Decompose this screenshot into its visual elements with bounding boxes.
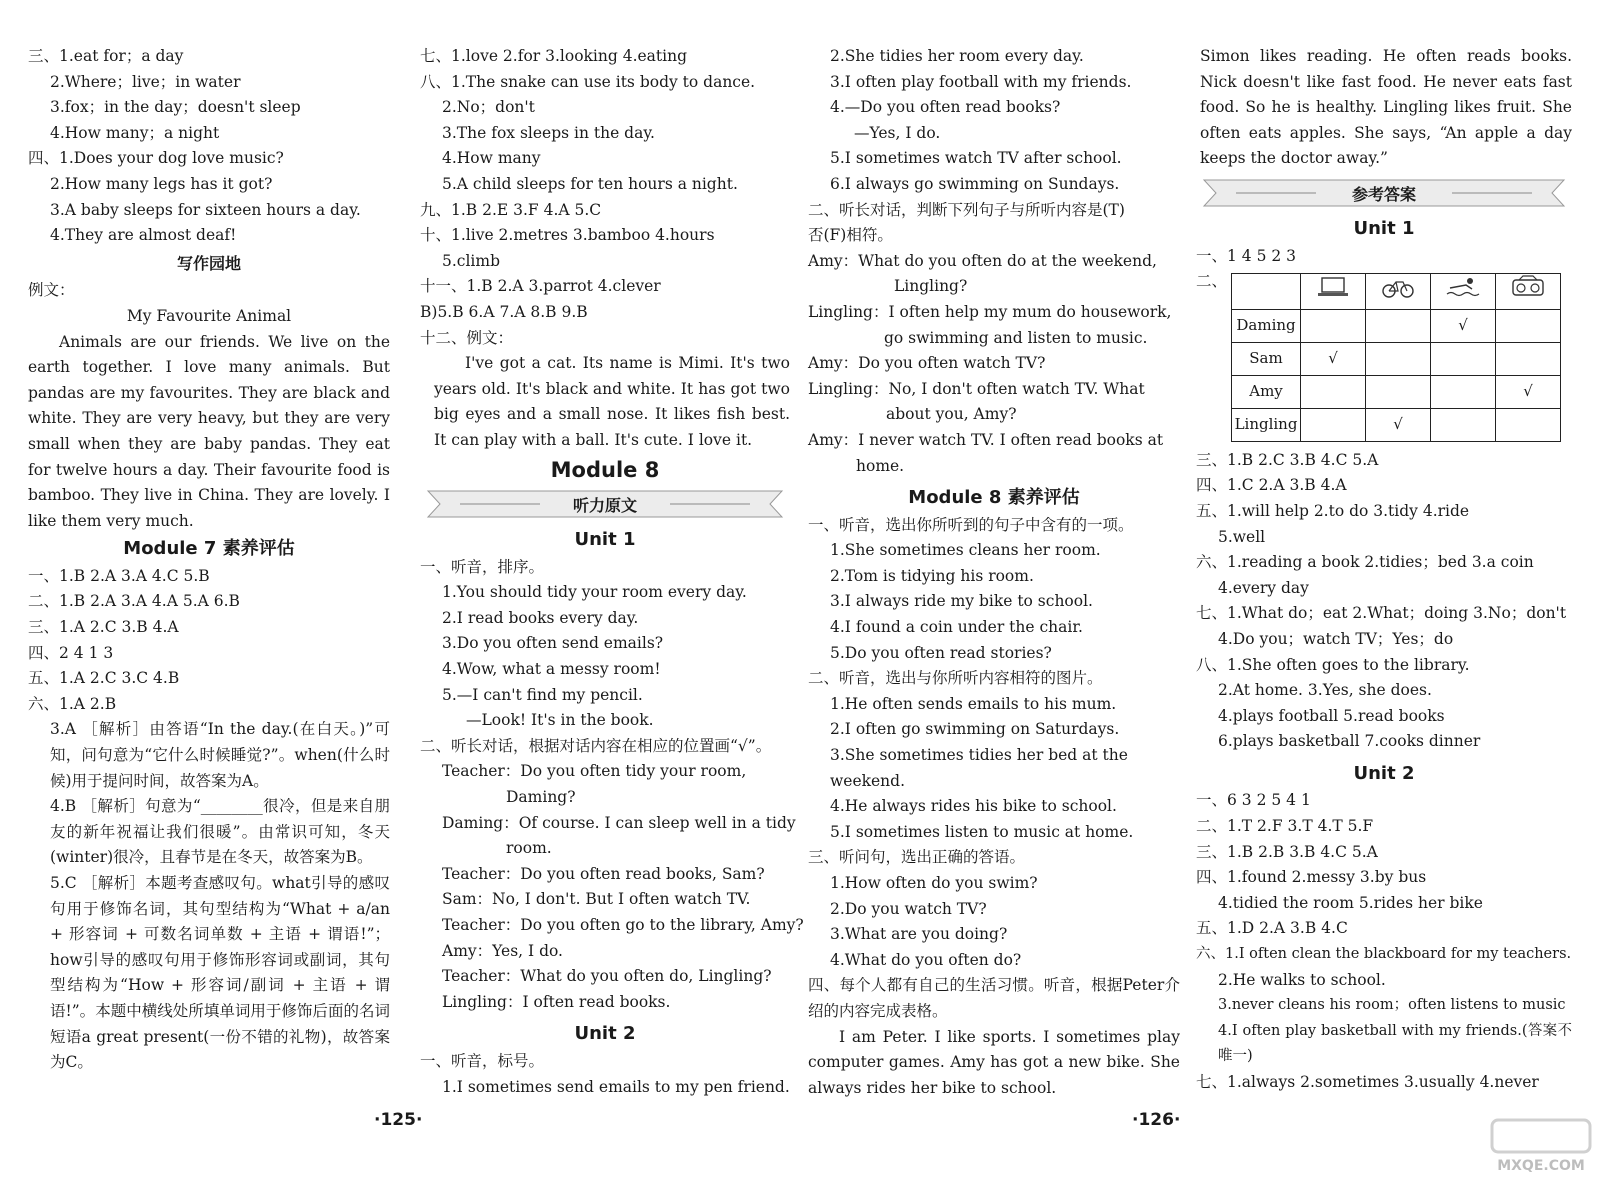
script-line: Teacher：Do you often read books, Sam? <box>442 864 765 883</box>
script-line: 6.I always go swimming on Sundays. <box>830 174 1120 193</box>
script-line: room. <box>506 839 552 858</box>
answer-line: 六、1.reading a book 2.tidies；bed 3.a coin <box>1196 553 1534 572</box>
script-line: 4.I found a coin under the chair. <box>830 618 1083 637</box>
unit-2-title: Unit 2 <box>1353 762 1415 784</box>
banner-title: 参考答案 <box>1351 184 1416 204</box>
answer-line: 三、1.B 2.C 3.B 4.C 5.A <box>1196 450 1379 469</box>
module-7-title: Module 7 素养评估 <box>123 538 295 560</box>
script-line: 1.How often do you swim? <box>830 874 1038 892</box>
script-line: Amy：I never watch TV. I often read books at <box>808 430 1164 449</box>
script-line: go swimming and listen to music. <box>884 328 1148 347</box>
explanation-4: 4.B ［解析］句意为“________很冷，但是来自朋友的新年祝福让我们很暖”。由常识可知，冬天(winter)很冷，且春节是在冬天，故答案为B。 <box>50 797 390 867</box>
script-line: 三、听问句，选出正确的答语。 <box>808 848 1026 867</box>
table-cell <box>1496 342 1561 375</box>
table-cell <box>1366 375 1431 408</box>
answer-line: 五、1.D 2.A 3.B 4.C <box>1196 919 1348 938</box>
answer-line: 6.plays basketball 7.cooks dinner <box>1218 732 1481 751</box>
table-row <box>1232 309 1561 342</box>
swimming-icon <box>1444 275 1482 299</box>
script-line: 二、听长对话，根据对话内容在相应的位置画“√”。 <box>420 736 772 755</box>
computer-icon <box>1314 275 1352 299</box>
table-cell <box>1366 309 1431 342</box>
answer-line: 4.They are almost deaf! <box>50 226 237 245</box>
watermark <box>1486 1116 1596 1180</box>
answer-line: 2.How many legs has it got? <box>50 174 273 193</box>
watermark-text: MXQE.COM <box>1497 1158 1585 1174</box>
table-cell <box>1431 375 1496 408</box>
answer-line: 3.fox；in the day；doesn't sleep <box>50 98 301 117</box>
answer-line: 十、1.live 2.metres 3.bamboo 4.hours <box>420 226 715 245</box>
script-line: 5.—I can't find my pencil. <box>442 685 643 704</box>
answer-line: 七、1.love 2.for 3.looking 4.eating <box>420 47 688 65</box>
bike-icon <box>1379 275 1417 299</box>
script-line: 1.He often sends emails to his mum. <box>830 694 1117 713</box>
answer-line: B)5.B 6.A 7.A 8.B 9.B <box>420 302 588 321</box>
listening-banner <box>420 487 790 521</box>
script-line: 一、听音，选出你所听到的句子中含有的一项。 <box>808 515 1134 534</box>
script-line: 3.What are you doing? <box>830 925 1008 944</box>
row-name: Daming <box>1232 309 1301 342</box>
script-line: 1.I sometimes send emails to my pen friend. <box>442 1077 790 1096</box>
script-line: —Look! It's in the book. <box>466 711 654 730</box>
answer-line: 4.tidied the room 5.rides her bike <box>1218 893 1483 912</box>
answer-line: 一、6 3 2 5 4 1 <box>1196 791 1311 810</box>
unit-2-title: Unit 2 <box>574 1023 636 1045</box>
script-line: —Yes, I do. <box>854 123 941 142</box>
answer-line: 五、1.A 2.C 3.C 4.B <box>28 669 180 688</box>
essay-text: Animals are our friends. We live on the earth together. I love many animals. But pandas are my favourites. They are black and white. They are very heavy, but they are very small when they are baby pandas. They eat for twelve hours a day. Their favourite food is bamboo. They live in China. They are lovely. I like them very much. <box>28 332 390 530</box>
script-line: 二、听音，选出与你所听内容相符的图片。 <box>808 669 1103 688</box>
script-line: Sam：No, I don't. But I often watch TV. <box>442 890 751 909</box>
habits-table <box>1231 273 1561 442</box>
answer-line: 三、1.B 2.B 3.B 4.C 5.A <box>1196 842 1378 861</box>
table-cell <box>1301 408 1366 441</box>
answer-line: 5.A child sleeps for ten hours a night. <box>442 174 738 193</box>
answer-line: 3.A baby sleeps for sixteen hours a day. <box>50 200 361 219</box>
answer-line: 四、1.found 2.messy 3.by bus <box>1196 868 1427 887</box>
script-line: 二、听长对话，判断下列句子与所听内容是(T) <box>808 200 1125 219</box>
example-label: 例文： <box>28 281 75 300</box>
answer-line: 十一、1.B 2.A 3.parrot 4.clever <box>420 277 661 296</box>
answer-line: 二、 <box>1196 272 1228 291</box>
script-line: Amy：Yes, I do. <box>442 941 563 960</box>
script-line: Lingling：I often read books. <box>442 992 671 1011</box>
answers-banner <box>1196 176 1572 210</box>
script-line: 3.I often play football with my friends. <box>830 72 1132 91</box>
table-cell: √ <box>1366 408 1431 441</box>
answer-line: 四、1.C 2.A 3.B 4.A <box>1196 476 1347 495</box>
answer-line: 六、1.I often clean the blackboard for my teachers. <box>1196 946 1572 963</box>
script-line: 一、听音，标号。 <box>420 1051 545 1070</box>
column-4 <box>1196 44 1572 1096</box>
module-8-title: Module 8 <box>550 457 660 482</box>
script-line: 2.I often go swimming on Saturdays. <box>830 720 1120 739</box>
script-line: Lingling：No, I don't often watch TV. What <box>808 379 1145 398</box>
answer-line: 一、1.B 2.A 3.A 4.C 5.B <box>28 566 210 585</box>
essay-title: My Favourite Animal <box>126 306 292 325</box>
script-line: 3.Do you often send emails? <box>442 634 664 653</box>
column-2 <box>420 44 804 1100</box>
script-line: Amy：What do you often do at the weekend, <box>808 251 1157 270</box>
answer-line: 七、1.What do；eat 2.What；doing 3.No；don't <box>1196 604 1567 623</box>
explanation-5: 5.C ［解析］本题考查感叹句。what引导的感叹句用于修饰名词，其句型结构为“What + a/an + 形容词 + 可数名词单数 + 主语 + 谓语!”；how引导的感叹句用于修饰形容词或副词，其句型结构为“How + 形容词/副词 + 主语 + 谓语!”。本题中横线处所填单词用于修饰后面的名词短语a great present(一份不错的礼物)，故答案为C。 <box>50 874 390 1072</box>
script-line: Teacher：What do you often do, Lingling? <box>442 967 772 986</box>
answer-line: 三、1.A 2.C 3.B 4.A <box>28 618 179 637</box>
table-header-cell <box>1301 274 1366 310</box>
answer-line: 二、1.B 2.A 3.A 4.A 5.A 6.B <box>28 592 240 611</box>
script-line: Daming：Of course. I can sleep well in a tidy <box>442 813 796 832</box>
script-line: home. <box>856 456 905 475</box>
script-line: Teacher：Do you often go to the library, Amy? <box>442 916 804 934</box>
script-line: 4.Wow, what a messy room! <box>442 660 661 679</box>
table-cell: √ <box>1301 342 1366 375</box>
answer-line: 四、2 4 1 3 <box>28 643 114 662</box>
unit-1-title: Unit 1 <box>1353 217 1415 239</box>
script-line: Amy：Do you often watch TV? <box>808 354 1046 373</box>
table-cell <box>1431 342 1496 375</box>
row-name: Lingling <box>1232 408 1301 441</box>
script-line: 2.I read books every day. <box>442 608 639 627</box>
script-line: 2.Do you watch TV? <box>830 899 987 918</box>
script-line: 1.You should tidy your room every day. <box>442 583 747 602</box>
essay-text: I've got a cat. Its name is Mimi. It's two years old. It's black and white. It has got two big eyes and a small nose. It likes fish best. It can play with a ball. It's cute. I love it. <box>434 354 790 449</box>
answer-line: 八、1.The snake can use its body to dance. <box>420 72 756 91</box>
answer-line: 3.The fox sleeps in the day. <box>442 123 655 142</box>
script-line: 一、听音，排序。 <box>420 557 545 576</box>
answer-line: 四、1.Does your dog love music? <box>28 149 284 168</box>
peter-passage-continued: Simon likes reading. He often reads books. Nick doesn't like fast food. He never eats fast food. So he is healthy. Lingling likes fruit. She often eats apples. She says, “An apple a day keeps the doctor away.” <box>1200 47 1572 168</box>
column-3 <box>808 44 1180 1101</box>
music-icon <box>1509 275 1547 299</box>
script-line: 4.He always rides his bike to school. <box>830 797 1117 816</box>
answer-line: 三、1.eat for；a day <box>28 47 184 65</box>
table-row <box>1232 408 1561 441</box>
table-cell <box>1496 309 1561 342</box>
answer-line: 2.Where；live；in water <box>50 72 241 91</box>
table-corner <box>1232 274 1301 310</box>
script-line: Daming? <box>506 788 576 807</box>
script-line: weekend. <box>830 771 906 790</box>
script-line: 5.Do you often read stories? <box>830 643 1052 662</box>
answer-line: 3.never cleans his room；often listens to music <box>1218 997 1566 1014</box>
table-cell <box>1431 408 1496 441</box>
answer-line: 八、1.She often goes to the library. <box>1196 655 1470 674</box>
table-cell <box>1496 408 1561 441</box>
watermark-logo <box>1486 1116 1596 1156</box>
banner-title: 听力原文 <box>572 496 637 516</box>
answer-line: 2.At home. 3.Yes, she does. <box>1218 681 1432 700</box>
answer-line: 九、1.B 2.E 3.F 4.A 5.C <box>420 200 602 219</box>
table-cell: √ <box>1496 375 1561 408</box>
script-line: Lingling：I often help my mum do housework, <box>808 302 1172 321</box>
answer-line: 4.every day <box>1218 578 1309 597</box>
table-header-cell <box>1496 274 1561 310</box>
explanation-3: 3.A ［解析］由答语“In the day.(在白天。)”可知，问句意为“它什么时候睡觉?”。when(什么时候)用于提问时间，故答案为A。 <box>50 720 390 790</box>
script-line: Teacher：Do you often tidy your room, <box>442 762 747 781</box>
script-line: 5.I sometimes listen to music at home. <box>830 822 1134 841</box>
table-cell <box>1366 342 1431 375</box>
answer-line: 4.How many；a night <box>50 123 220 142</box>
table-question <box>1196 269 1572 448</box>
script-line: 4.What do you often do? <box>830 950 1022 969</box>
answer-line: 4.plays football 5.read books <box>1218 706 1445 725</box>
script-line: 四、每个人都有自己的生活习惯。听音，根据Peter介绍的内容完成表格。 <box>808 976 1180 1020</box>
table-cell <box>1301 309 1366 342</box>
answer-line: 2.No；don't <box>442 98 535 117</box>
script-line: 否(F)相符。 <box>808 226 893 245</box>
answer-line: 2.He walks to school. <box>1218 970 1386 989</box>
peter-passage: I am Peter. I like sports. I sometimes play computer games. Amy has got a new bike. She always rides her bike to school. <box>808 1027 1180 1097</box>
answer-line: 5.well <box>1218 527 1266 546</box>
script-line: Lingling? <box>894 277 968 296</box>
answer-line: 二、1.T 2.F 3.T 4.T 5.F <box>1196 817 1374 836</box>
table-row <box>1232 375 1561 408</box>
table-header-cell <box>1366 274 1431 310</box>
script-line: 5.I sometimes watch TV after school. <box>830 149 1122 168</box>
answer-line: 一、1 4 5 2 3 <box>1196 246 1297 265</box>
answer-line: 六、1.A 2.B <box>28 694 117 713</box>
row-name: Amy <box>1232 375 1301 408</box>
table-row <box>1232 342 1561 375</box>
script-line: 2.She tidies her room every day. <box>830 47 1084 65</box>
column-1 <box>28 44 390 1076</box>
answer-line: 5.climb <box>442 251 501 270</box>
table-header-cell <box>1431 274 1496 310</box>
answer-line: 4.I often play basketball with my friends.(答案不唯一) <box>1218 1022 1572 1065</box>
module-8-assessment-title: Module 8 素养评估 <box>908 487 1080 509</box>
answer-line: 十二、例文： <box>420 328 514 347</box>
unit-1-title: Unit 1 <box>574 529 636 551</box>
script-line: 4.—Do you often read books? <box>830 98 1061 117</box>
script-line: 3.She sometimes tidies her bed at the <box>830 746 1128 765</box>
answer-line: 五、1.will help 2.to do 3.tidy 4.ride <box>1196 501 1470 520</box>
page-number-left: ·125· <box>374 1110 423 1130</box>
script-line: 2.Tom is tidying his room. <box>830 566 1034 585</box>
page-number-right: ·126· <box>1132 1110 1181 1130</box>
script-line: 3.I always ride my bike to school. <box>830 592 1093 611</box>
table-cell: √ <box>1431 309 1496 342</box>
answer-line: 4.Do you；watch TV；Yes；do <box>1218 629 1454 648</box>
row-name: Sam <box>1232 342 1301 375</box>
table-cell <box>1301 375 1366 408</box>
answer-line: 4.How many <box>442 149 541 168</box>
section-title: 写作园地 <box>176 253 241 273</box>
answer-line: 七、1.always 2.sometimes 3.usually 4.never <box>1196 1073 1539 1091</box>
table-header-row <box>1232 274 1561 310</box>
script-line: 1.She sometimes cleans her room. <box>830 541 1101 560</box>
script-line: about you, Amy? <box>886 405 1017 424</box>
